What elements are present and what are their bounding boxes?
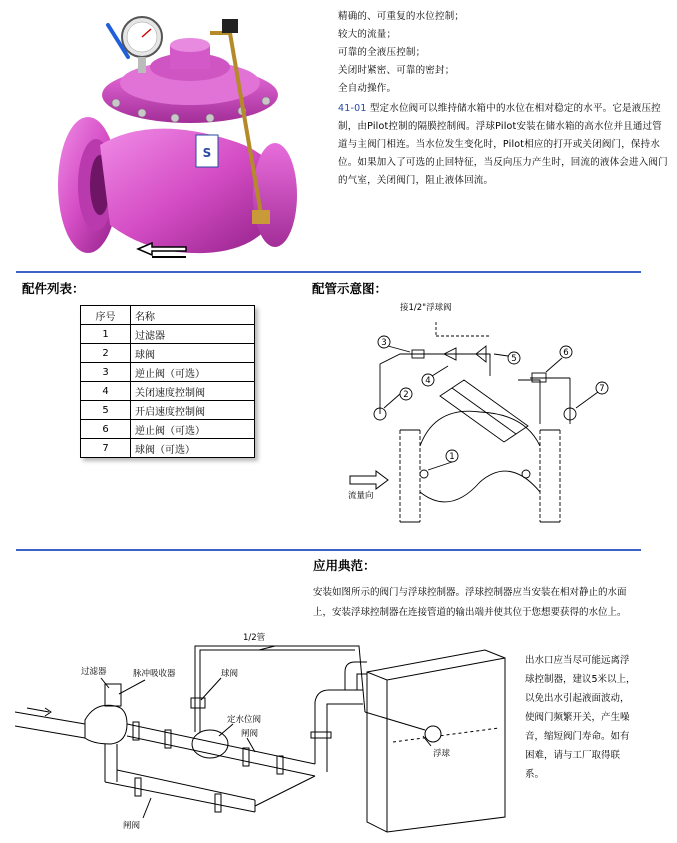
piping-schematic [340,296,625,536]
table-row [81,325,255,344]
table-header-row [81,306,255,325]
section-divider [16,549,641,551]
valve-product-image [30,5,330,270]
part-number: 1 [81,325,131,344]
float-valve-connection-label: 接1/2"浮球阀 [400,303,452,313]
feature-item: 可靠的全液压控制； [338,47,426,58]
feature-list [338,8,668,190]
part-name: 球阀（可选） [131,439,255,458]
float-label: 浮球 [433,749,451,759]
description-text: 型定水位阀可以维持储水箱中的水位在相对稳定的水平。它是液压控制，由Pilot控制的隔膜控制阀。浮球Pilot安装在储水箱的高水位并且通过管道与主阀门相连。当水位发生变化时，Pilot相应的打开或关闭阀门，保持水位。如果加入了可选的止回特征，当反向压力产生时，回流的液体会进入阀门的气室，关闭阀门，阻止液体回流。 [338,103,668,186]
marker-label: 1 [449,452,455,462]
column-header-name: 名称 [131,306,255,325]
marker-label: 4 [425,376,431,386]
table-row [81,401,255,420]
ball-valve-label: 球阀 [221,669,239,679]
table-row [81,344,255,363]
part-name: 球阀 [131,344,255,363]
product-description [338,100,668,190]
marker-label: 6 [563,348,569,358]
column-header-number: 序号 [81,306,131,325]
svg-text:S: S [202,146,212,160]
marker-label: 2 [403,390,409,400]
feature-item: 全自动操作。 [338,83,397,94]
level-valve-label: 定水位阀 [227,715,262,725]
marker-label: 5 [511,354,517,364]
parts-list-title: 配件列表： [22,281,85,296]
installation-diagram [15,632,515,837]
application-intro: 安装如图所示的阀门与浮球控制器。浮球控制器应当安装在相对静止的水面上，安装浮球控制器在连接管道的输出端并使其位于您想要获得的水位上。 [313,587,627,618]
part-name: 过滤器 [131,325,255,344]
table-row [81,420,255,439]
parts-table [80,305,255,458]
part-number: 6 [81,420,131,439]
marker-label: 7 [599,384,605,394]
piping-diagram-title: 配管示意图： [312,281,388,296]
surge-absorber-label: 脉冲吸收器 [133,669,176,679]
gate-valve-label: 闸阀 [123,821,141,831]
feature-item: 较大的流量； [338,29,397,40]
part-number: 3 [81,363,131,382]
part-name: 逆止阀（可选） [131,420,255,439]
pipe-size-label: 1/2管 [243,633,266,643]
part-number: 5 [81,401,131,420]
section-divider [16,271,641,273]
gate-valve-label: 闸阀 [241,729,259,739]
feature-item: 精确的、可重复的水位控制； [338,11,465,22]
part-number: 4 [81,382,131,401]
table-row [81,363,255,382]
table-row [81,439,255,458]
part-number: 2 [81,344,131,363]
marker-label: 3 [381,338,387,348]
table-row [81,382,255,401]
part-name: 逆止阀（可选） [131,363,255,382]
part-number: 7 [81,439,131,458]
feature-item: 关闭时紧密、可靠的密封； [338,65,455,76]
application-title: 应用典范： [313,558,376,573]
part-name: 关闭速度控制阀 [131,382,255,401]
model-number: 41-01 [338,103,367,114]
flow-direction-label: 流量向 [348,491,374,501]
part-name: 开启速度控制阀 [131,401,255,420]
filter-label: 过滤器 [81,667,107,677]
installation-advice: 出水口应当尽可能远离浮球控制器，建议5米以上，以免出水引起液面波动，使阀门频繁开关，产生噪音，缩短阀门寿命。如有困难，请与工厂取得联系。 [525,655,636,780]
